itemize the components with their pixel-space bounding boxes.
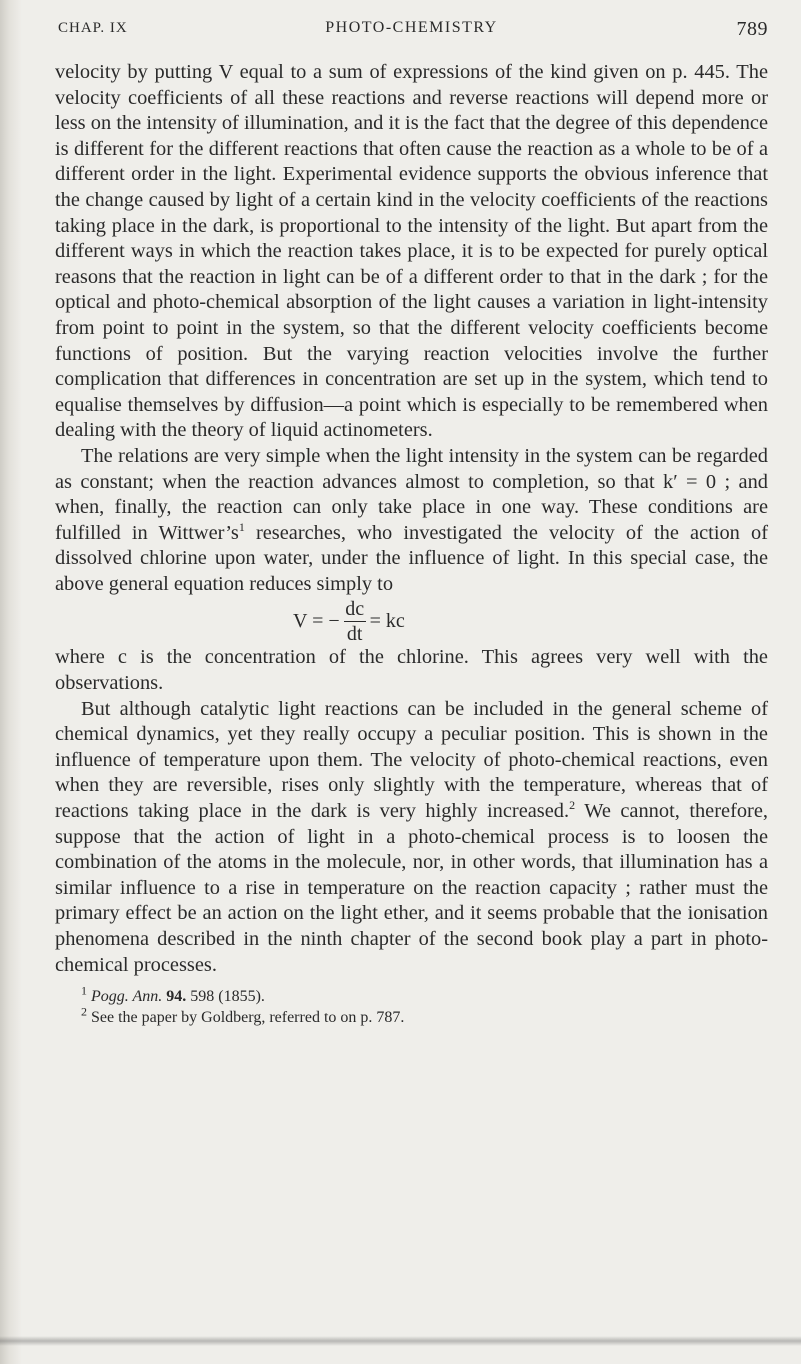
paragraph-4-part-1: But although catalytic light reactions can be included in the general scheme of chemical dynamics, yet they really occupy a peculiar position. This is shown in the influence of temperature upon them. The velocity of photo-chemical reactions, even when they are reversible, rises only slightly with the temperature, whereas that of reactions taking place in the dark is very highly increased.: [55, 697, 768, 823]
paragraph-2-part-2: researches, who investigated the velocity of the action of dissolved chlorine upon water, under the influence of light. In this special case, the above general equation reduces simply to: [55, 521, 769, 595]
equation-numerator: dc: [345, 597, 365, 620]
paragraph-1: velocity by putting V equal to a sum of expressions of the kind given on p. 445. The velocity coefficients of all these reactions and reverse reactions will depend more or less on the intensity of illumination, and it is the fact that the degree of this dependence is different for the different reactions that often cause the reaction as a whole to be of a different order in the light. Experimental evidence supports the obvious inference that the change caused by light of a certain kind in the velocity coefficients of the reactions taking place in the dark, is proportional to the intensity of the light. But apart from the different ways in which the reaction takes place, it is to be expected for purely optical reasons that the reaction in light can be of a different order to that in the dark ; for the optical and photo-chemical absorption of the light causes a variation in light-intensity from point to point in the system, so that the different velocity coefficients become functions of position. But the varying reaction velocities involve the further complication that differences in concentration are set up in the system, which tend to equalise themselves by diffusion—a point which is especially to be remembered when dealing with the theory of liquid actinometers.: [55, 61, 768, 442]
body-text: [55, 60, 768, 978]
chapter-label: CHAP. IX: [58, 20, 128, 36]
equation-lhs: V = −: [293, 609, 340, 632]
footnote-2: [81, 1004, 768, 1028]
fraction-bar: [344, 621, 366, 622]
running-title: PHOTO-CHEMISTRY: [325, 19, 498, 36]
footnote-1-volume: 94.: [166, 988, 187, 1006]
footnote-1-rest: 598 (1855).: [190, 988, 265, 1006]
paragraph-3: where c is the concentration of the chlorine. This agrees very well with the observations.: [55, 646, 768, 695]
page-edge-shadow: [0, 0, 22, 1364]
paragraph-2-part-1: The relations are very simple when the light intensity in the system can be regarded as constant; when the reaction advances almost to completion, so that k′ = 0 ; and when, finally, the reaction can only take place in one way. These conditions are fulfilled in Wittwer’s: [55, 444, 768, 544]
equation: [55, 597, 768, 645]
paragraph-4: [55, 697, 768, 979]
equation-fraction: [344, 599, 366, 644]
paragraph-2: [55, 444, 768, 598]
footnote-ref-2: 2: [569, 798, 576, 813]
equation-denominator: dt: [346, 622, 363, 645]
footnote-ref-1: 1: [238, 519, 245, 534]
running-header: [55, 18, 768, 48]
book-page: [55, 18, 768, 1028]
footnote-2-mark: 2: [81, 1004, 87, 1019]
equation-rhs: = kc: [369, 609, 405, 632]
page-number: 789: [736, 18, 768, 40]
paragraph-4-part-2: We cannot, therefore, suppose that the action of light in a photo-chemical process is to loosen the combination of the atoms in the molecule, nor, in other words, that illumination has a similar influence to a rise in temperature on the reaction capacity ; rather must the primary effect be an action on the light ether, and it seems probable that the ionisation phenomena described in the ninth chapter of the second book play a part in photo-chemical processes.: [55, 800, 769, 976]
footnote-1-journal: Pogg. Ann.: [91, 988, 163, 1006]
footnote-2-text: See the paper by Goldberg, referred to on p. 787.: [91, 1009, 405, 1027]
footnotes: [55, 983, 768, 1028]
bottom-page-edge: [0, 1336, 801, 1346]
footnote-1-mark: 1: [81, 983, 87, 998]
footnote-1: [81, 983, 768, 1007]
